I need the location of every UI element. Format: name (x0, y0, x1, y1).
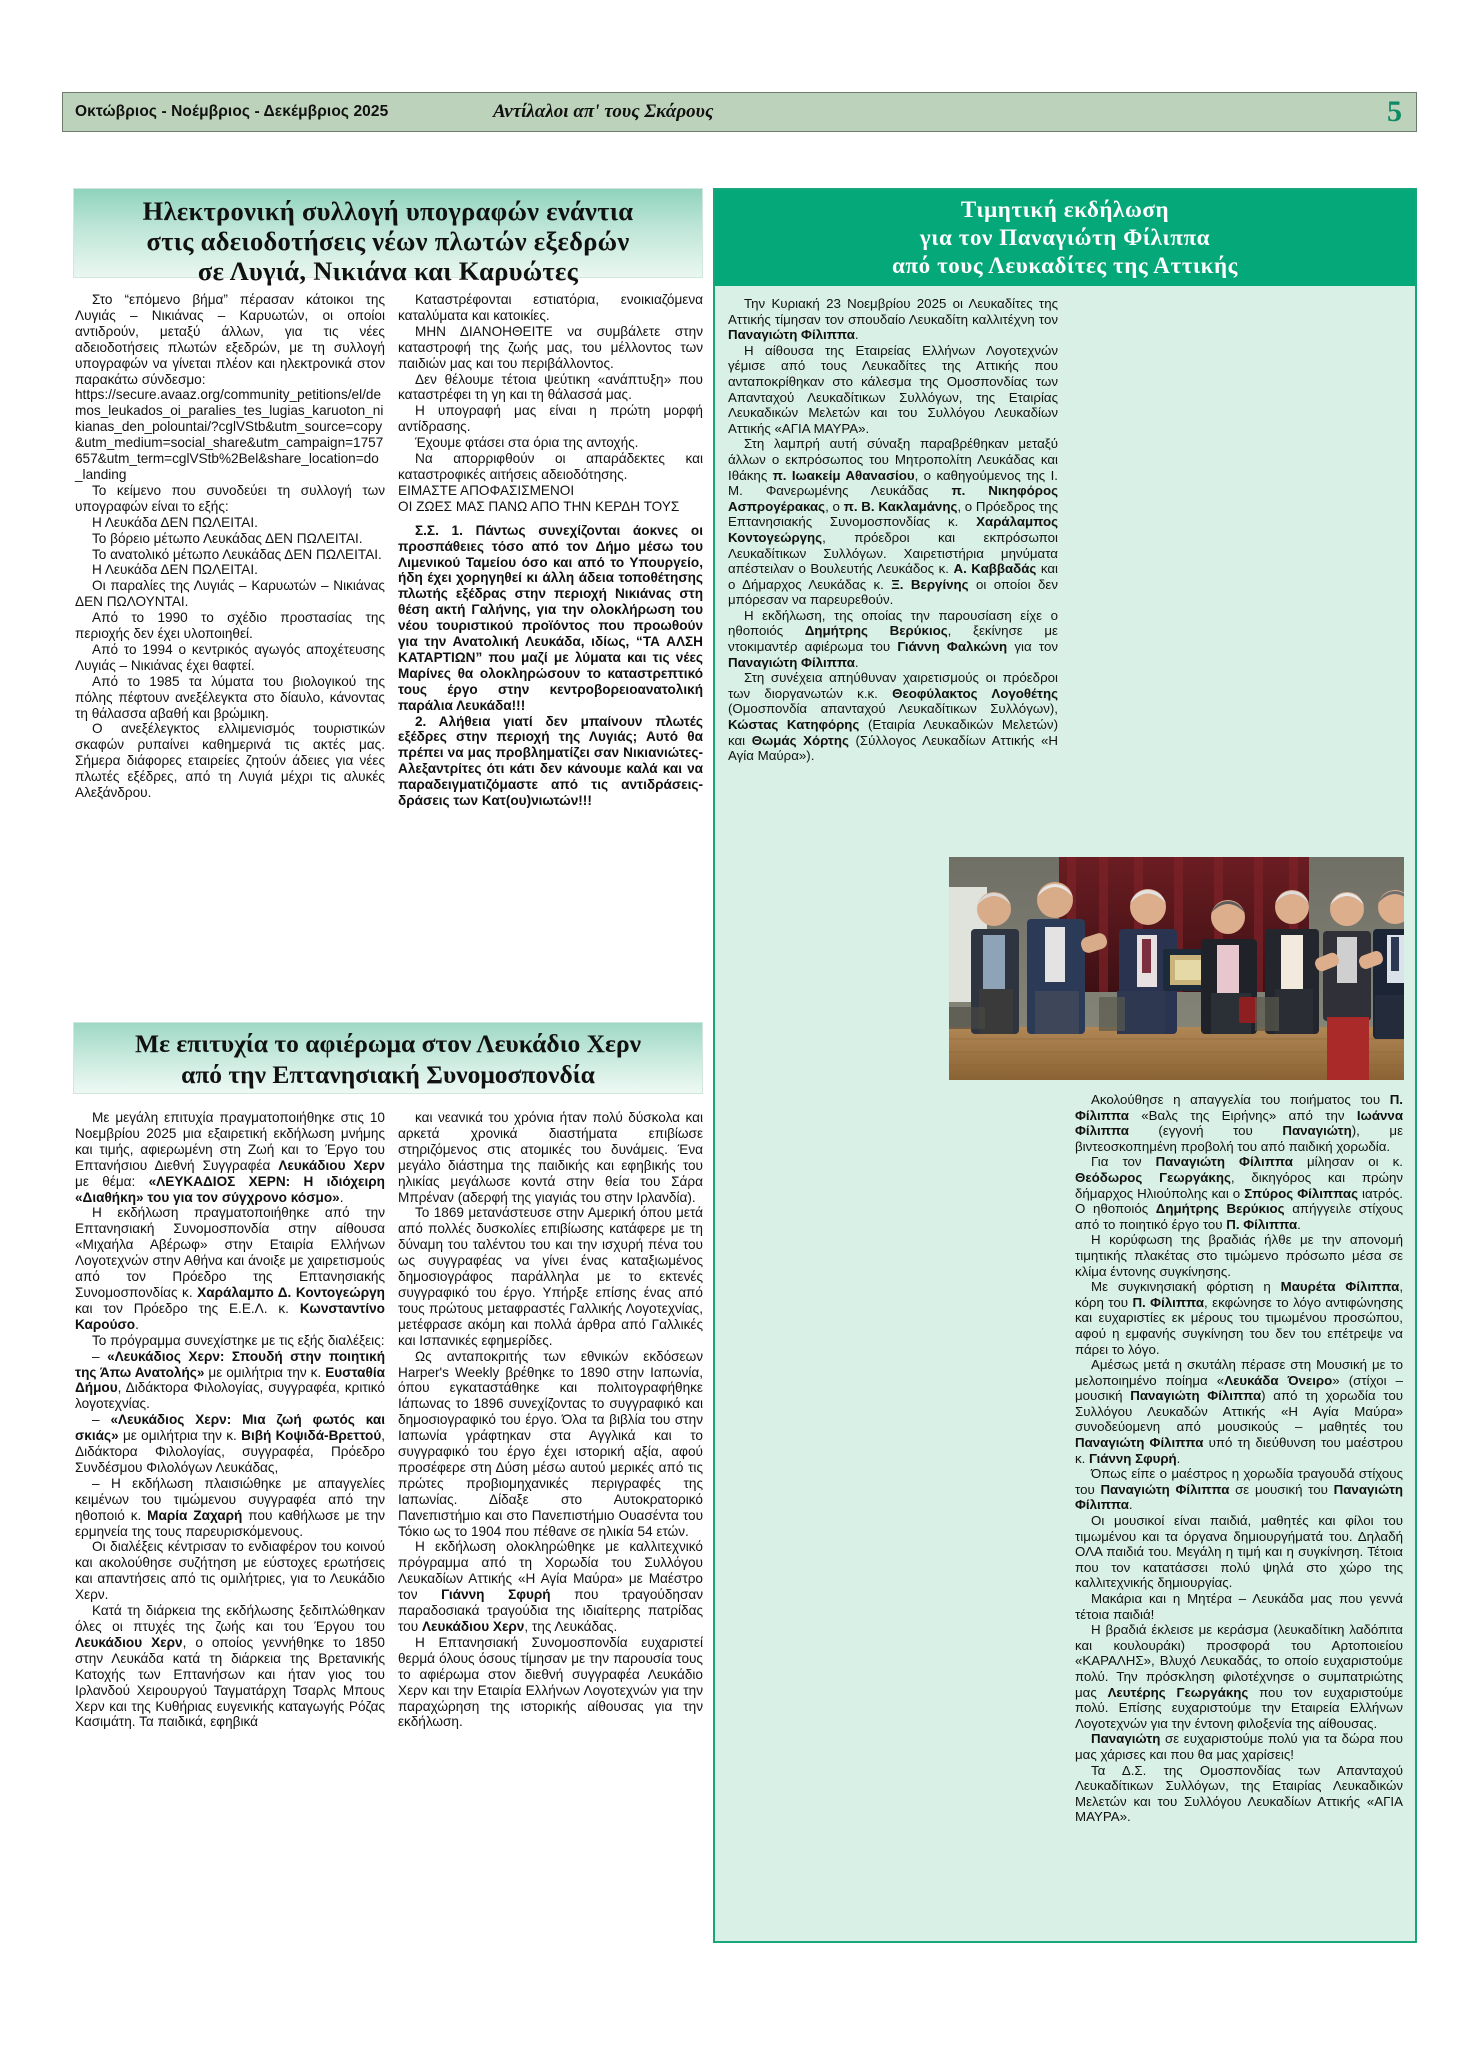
paragraph: Το βόρειο μέτωπο Λευκάδας ΔΕΝ ΠΩΛΕΙΤΑΙ. (92, 530, 363, 546)
paragraph: Αμέσως μετά η σκυτάλη πέρασε στη Μουσική με το μελοποιημένο ποίημα «Λευκάδα Όνειρο» (στίχοι – μουσική Παναγιώτη Φίλιππα) από τη χορωδία του Συλλόγου Λευκαδών Αττικής «Η Αγία Μαύρα» συνοδεύομενη από μουσικούς – μαθητές του Παναγιώτη Φίλιππα υπό τη διεύθυνση του μαέστρου κ. Γιάννη Σφυρή. (1075, 1357, 1403, 1466)
article2-column-2 (398, 1110, 703, 1730)
article1-column-1 (75, 292, 385, 801)
sidebar-headline-line2: για τον Παναγιώτη Φίλιππα (919, 225, 1211, 250)
paragraph: Παναγιώτη σε ευχαριστούμε πολύ για τα δώρα που μας χάρισες και που θα μας χαρίσεις! (1075, 1731, 1403, 1762)
ceremony-photo-image (949, 857, 1404, 1080)
paragraph: Από το 1994 ο κεντρικός αγωγός αποχέτευσης Λυγιάς – Νικιάνας έχει θαφτεί. (75, 641, 385, 673)
sidebar-headline (715, 196, 1415, 280)
article1-headline-line1: Ηλεκτρονική συλλογή υπογραφών ενάντια (142, 196, 634, 226)
paragraph: Όπως είπε ο μαέστρος η χορωδία τραγουδά στίχους του Παναγιώτη Φίλιππα σε μουσική του Παναγιώτη Φίλιππα. (1075, 1466, 1403, 1513)
article2-column-1 (75, 1110, 385, 1730)
editors-note-1: Σ.Σ. 1. Πάντως συνεχίζονται άοκνες οι προσπάθειες τόσο από τον Δήμο μέσω του Λιμενικού Ταμείου όσο και από το Υπουργείο, ήδη έχει χορηγηθεί κι άλλη άδεια τοποθέτησης πλωτής εξέδρας στην περιοχή Νικιάνας στη θέση ακτή Γαλήνης, για την ολοκλήρωση του νέου τουριστικού προϊόντος που προωθούν για την Ανατολική Λευκάδα, ιδίως, “ΤΑ ΑΛΣΗ ΚΑΤΑΡΤΙΩΝ” που μαζί με λύματα και τις νέες Μαρίνες θα ολοκληρώσουν το καταστρεπτικό τους έργο στην κεντροβορειοανατολική παράλια Λευκάδα!!! (398, 522, 703, 713)
paragraph: Η υπογραφή μας είναι η πρώτη μορφή αντίδρασης. (398, 403, 703, 435)
paragraph: Το πρόγραμμα συνεχίστηκε με τις εξής διαλέξεις: (92, 1332, 385, 1348)
paragraph: Οι μουσικοί είναι παιδιά, μαθητές και φίλοι του τιμωμένου και τα όργανα δημιουργήματά του. Δηλαδή ΟΛΑ παιδιά του. Μεγάλη η τιμή και η συγκίνηση. Τέτοια που τον κατατάσσει πολύ ψηλά στο χώρο της καλλιτεχνικής δημιουργίας. (1075, 1513, 1403, 1591)
paragraph: Στο “επόμενο βήμα” πέρασαν κάτοικοι της Λυγιάς – Νικιάνας – Καρυωτών, οι οποίοι αντιδρούν, μεταξύ άλλων, για τις νέες αδειοδοτήσεις πλωτών εξεδρών, με τη συλλογή υπογραφών να γίνεται πλέον και ηλεκτρονικά στον παρακάτω σύνδεσμο: (75, 292, 385, 387)
petition-url[interactable]: https://secure.avaaz.org/community_petitions/el/demos_leukados_oi_paralies_tes_lugias_karuoton_nikianas_den_polountai/?cglVStb&utm_source=copy&utm_medium=social_share&utm_campaign=1757657&utm_term=cglVStb%2Bel&share_location=do_landing (75, 387, 384, 482)
paragraph: Την Κυριακή 23 Νοεμβρίου 2025 οι Λευκαδίτες της Αττικής τίμησαν τον σπουδαίο Λευκαδίτη καλλιτέχνη τον Παναγιώτη Φίλιππα. (728, 296, 1058, 343)
sidebar-headline-box (715, 190, 1415, 286)
paragraph: – «Λευκάδιος Χερν: Σπουδή στην ποιητική της Άπω Ανατολής» με ομιλήτρια την κ. Ευσταθία Δήμου, Διδάκτορα Φιλολογίας, συγγραφέα, κριτικό λογοτεχνίας. (75, 1348, 385, 1412)
paragraph: – «Λευκάδιος Χερν: Μια ζωή φωτός και σκιάς» με ομιλήτρια την κ. Βιβή Κοψιδά-Βρεττού, Διδάκτορα Φιλολογίας, συγγραφέα, Πρόεδρο Συνδέσμου Φιλολόγων Λευκάδας, (75, 1412, 386, 1475)
paragraph: Η κορύφωση της βραδιάς ήλθε με την απονομή τιμητικής πλακέτας στο τιμώμενο πρόσωπο μέσα σε κλίμα έντονης συγκίνησης. (1075, 1232, 1403, 1279)
article2-headline-box (73, 1022, 703, 1094)
paragraph: Η αίθουσα της Εταιρείας Ελλήνων Λογοτεχνών γέμισε από τους Λευκαδίτες της Αττικής που ανταποκρίθηκαν στο κάλεσμα της Ομοσπονδίας των Απανταχού Λευκαδίτικων Συλλόγων, της Εταιρίας Λευκαδικών Μελετών και του Συλλόγου Λευκαδίων Αττικής «ΑΓΙΑ ΜΑΥΡΑ». (728, 342, 1058, 436)
ceremony-photo (949, 857, 1404, 1080)
paragraph: Η Λευκάδα ΔΕΝ ΠΩΛΕΙΤΑΙ. (92, 514, 258, 530)
article1-headline-line3: σε Λυγιά, Νικιάνα και Καρυώτες (197, 256, 579, 286)
paragraph: Η Λευκάδα ΔΕΝ ΠΩΛΕΙΤΑΙ. (92, 562, 258, 578)
page-number: 5 (1387, 95, 1402, 128)
article1-headline-line2: στις αδειοδοτήσεις νέων πλωτών εξεδρών (146, 226, 630, 256)
paragraph: Μακάρια και η Μητέρα – Λευκάδα μας που γεννά τέτοια παιδιά! (1075, 1591, 1403, 1622)
paragraph: Η εκδήλωση, της οποίας την παρουσίαση είχε ο ηθοποιός Δημήτρης Βερύκιος, ξεκίνησε με ντοκιμαντέρ αφιέρωμα του Γιάννη Φαλκώνη για τον Παναγιώτη Φίλιππα. (728, 607, 1058, 670)
paragraph: Ο ανεξέλεγκτος ελλιμενισμός τουριστικών σκαφών ρυπαίνει καθημερινά τις ακτές μας. Σήμερα διάφορες εταιρείες ζητούν άδειες για νέες πλωτές εξέδρες, από τη Λυγιά μέχρι τις αλυκές Αλεξάνδρου. (75, 721, 385, 801)
article2-headline-line2: από την Επτανησιακή Συνομοσπονδία (181, 1060, 595, 1089)
paragraph: Το ανατολικό μέτωπο Λευκάδας ΔΕΝ ΠΩΛΕΙΤΑΙ. (92, 546, 382, 562)
article1-column-2 (398, 292, 703, 809)
masthead-publication-title: Αντίλαλοι απ' τους Σκάρους (493, 101, 714, 122)
paragraph: Από το 1990 το σχέδιο προστασίας της περιοχής δεν έχει υλοποιηθεί. (75, 610, 385, 642)
article1-headline (74, 189, 702, 286)
paragraph: Να απορριφθούν οι απαράδεκτες και καταστροφικές αιτήσεις αδειοδότησης. (398, 451, 703, 482)
sidebar-column-1 (728, 296, 1058, 764)
paragraph: Η Επτανησιακή Συνομοσπονδία ευχαριστεί θερμά όλους όσους τίμησαν με την παρουσία τους το αφιέρωμα στον διεθνή συγγραφέα Λευκάδιο Χερν και την Εταιρία Ελλήνων Λογοτεχνών για την παραχώρηση της ιστορικής αίθουσας για την εκδήλωση. (398, 1634, 703, 1730)
paragraph: Έχουμε φτάσει στα όρια της αντοχής. (415, 435, 639, 451)
paragraph: και νεανικά του χρόνια ήταν πολύ δύσκολα και αρκετά χρονικά διαστήματα επιβίωσε στηριζόμενος στις ατομικές του δυνάμεις. Ένα μεγάλο διάστημα της παιδικής και εφηβικής του ηλικίας μεγάλωσε κοντά στην θεία του Σάρα Μπρέναν (αδερφή της γιαγιάς του στην Ιρλανδία). (398, 1110, 703, 1205)
paragraph: Καταστρέφονται εστιατόρια, ενοικιαζόμενα καταλύματα και κατοικίες. (398, 292, 703, 323)
paragraph: ΜΗΝ ΔΙΑΝΟΗΘΕΙΤΕ να συμβάλετε στην καταστροφή της ζωής μας, του μέλλοντος των παιδιών μας και του περιβάλλοντος. (398, 323, 703, 371)
paragraph: Από το 1985 τα λύματα του βιολογικού της πόλης πέφτουν ανεξέλεγκτα στο δίαυλο, κάνοντας τη θάλασσα αβαθή και βρώμικη. (75, 673, 385, 721)
paragraph: Οι παραλίες της Λυγιάς – Καρυωτών – Νικιάνας ΔΕΝ ΠΩΛΟΥΝΤΑΙ. (75, 578, 385, 610)
sidebar-column-2 (1075, 1092, 1403, 1825)
paragraph: Με συγκινησιακή φόρτιση η Μαυρέτα Φίλιππα, κόρη του Π. Φίλιππα, εκφώνησε το λόγο αντιφώνησης και ευχαριστίες εκ μέρους του τιμωμένου προσώπου, αφού η εμφανής συγκίνηση του δεν του επέτρεψε να πάρει το λόγο. (1075, 1279, 1404, 1357)
paragraph: Ακολούθησε η απαγγελία του ποιήματος του Π. Φίλιππα «Βαλς της Ειρήνης» από την Ιωάννα Φίλιππα (εγγονή του Παναγιώτη), με βιντεοσκοπημένη προβολή του από παιδική χορωδία. (1075, 1092, 1404, 1154)
masthead-date: Οκτώβριος - Νοέμβριος - Δεκέμβριος 2025 (75, 103, 389, 120)
paragraph: Το 1869 μετανάστευσε στην Αμερική όπου μετά από πολλές δυσκολίες επιβίωσης κατάφερε με τη δύναμη του ταλέντου του και την ισχυρή πένα του ως συγγραφέας να γίνει ένας καταξιωμένος δημοσιογράφος παράλληλα με το εκτενές συγγραφικό του έργο. Υπήρξε επίσης ένας από τους πρώτους μεταφραστές Γαλλικής Λογοτεχνίας, μετέφρασε ακόμη και πολλά άρθρα από Γαλλικές και Ισπανικές εφημερίδες. (398, 1205, 703, 1348)
article2-headline (74, 1023, 702, 1090)
paragraph: Η βραδιά έκλεισε με κεράσμα (λευκαδίτικη λαδόπιτα και κουλουράκι) προσφορά του Αρτοποιείου «ΚΑΡΑΛΗΣ», Βλυχό Λευκαδάς, το οποίο ευχαριστούμε πολύ. Την πρόσκληση φιλοτέχνησε ο συμπατριώτης μας Λευτέρης Γεωργάκης που τον ευχαριστούμε πολύ. Επίσης ευχαριστούμε την Εταιρεία Ελλήνων Λογοτεχνών για την έντονη φιλοξενία της αίθουσας. (1075, 1622, 1403, 1731)
paragraph: Με μεγάλη επιτυχία πραγματοποιήθηκε στις 10 Νοεμβρίου 2025 μια εξαιρετική εκδήλωση μνήμης και τιμής, αφιερωμένη στη Ζωή και το Έργο του Επτανήσιου Διεθνή Συγγραφέα Λευκάδιου Χερν με θέμα: «ΛΕΥΚΑΔΙΟΣ ΧΕΡΝ: Η ιδιόχειρη «Διαθήκη» του για τον σύγχρονο κόσμο». (75, 1110, 385, 1205)
article1-headline-box (73, 188, 703, 286)
paragraph: Τα Δ.Σ. της Ομοσπονδίας των Απανταχού Λευκαδίτικων Συλλόγων, της Εταιρίας Λευκαδικών Μελετών και του Συλλόγου Λευκαδίων Αττικής «ΑΓΙΑ ΜΑΥΡΑ». (1075, 1762, 1403, 1825)
paragraph: ΟΙ ΖΩΕΣ ΜΑΣ ΠΑΝΩ ΑΠΟ ΤΗΝ ΚΕΡΔΗ ΤΟΥΣ (398, 498, 680, 514)
paragraph: ΕΙΜΑΣΤΕ ΑΠΟΦΑΣΙΣΜΕΝΟΙ (398, 482, 575, 498)
paragraph: Για τον Παναγιώτη Φίλιππα μίλησαν οι κ. Θεόδωρος Γεωργάκης, δικηγόρος και πρώην δήμαρχος Ηλιούπολης και ο Σπύρος Φίλιππας ιατρός. Ο ηθοποιός Δημήτρης Βερύκιος απήγγειλε στίχους από το ποιητικό έργο του Π. Φίλιππα. (1075, 1154, 1404, 1232)
paragraph: Στη λαμπρή αυτή σύναξη παραβρέθηκαν μεταξύ άλλων ο εκπρόσωπος του Μητροπολίτη Λευκάδας και Ιθάκης π. Ιωακείμ Αθανασίου, ο καθηγούμενος της Ι. Μ. Φανερωμένης Λευκάδας π. Νικηφόρος Ασπρογέρακας, ο π. Β. Κακλαμάνης, ο Πρόεδρος της Επτανησιακής Συνομοσπονδίας κ. Χαράλαμπος Κοντογεώργης, πρόεδροι και εκπρόσωποι Λευκαδίτικων Συλλόγων. Χαιρετιστήρια μηνύματα απέστειλαν ο Βουλευτής Λευκάδος κ. Α. Καββαδάς και ο Δήμαρχος Λευκάδας κ. Ξ. Βεργίνης οι οποίοι δεν μπόρεσαν να παρευρεθούν. (728, 436, 1059, 608)
paragraph: Κατά τη διάρκεια της εκδήλωσης ξεδιπλώθηκαν όλες οι πτυχές της ζωής και του Έργου του Λευκάδιου Χερν, ο οποίος γεννήθηκε το 1850 στην Λευκάδα κατά τη διάρκεια της Βρετανικής Κατοχής των Επτανήσων και ήταν γιος του Ιρλανδού Χειρουργού Ταγματάρχη Τσαρλς Μπους Χερν και της Κυθήριας ευγενικής καταγωγής Ρόζας Κασιμάτη. Τα παιδικά, εφηβικά (75, 1603, 385, 1730)
paragraph: Δεν θέλουμε τέτοια ψεύτικη «ανάπτυξη» που καταστρέφει τη γη και τη θάλασσά μας. (398, 371, 703, 403)
paragraph: Ως ανταποκριτής των εθνικών εκδόσεων Harper's Weekly βρέθηκε το 1890 στην Ιαπωνία, όπου εγκαταστάθηκε και πολιτογραφήθηκε Ιάπωνας το 1896 συνεχίζοντας το συγγραφικό και δημοσιογραφικό του έργο. Όλα τα βιβλία του στην Ιαπωνία γράφτηκαν στα Αγγλικά και το συγγραφικό του έργο έχει ιστορική αξία, αφού προσέφερε στη Δύση μέσω αυτού μερικές από τις πρώτες προβιομηχανικές περιγραφές της Ιαπωνίας. Δίδαξε στο Αυτοκρατορικό Πανεπιστήμιο και στο Πανεπιστήμιο Ουασέντα του Τόκιο ως το 1904 που πέθανε σε ηλικία 54 ετών. (398, 1348, 703, 1539)
article2-headline-line1: Με επιτυχία το αφιέρωμα στον Λευκάδιο Χερν (135, 1029, 641, 1058)
sidebar-headline-line3: από τους Λευκαδίτες της Αττικής (892, 253, 1238, 278)
masthead-band (62, 92, 1417, 132)
paragraph: Το κείμενο που συνοδεύει τη συλλογή των υπογραφών είναι το εξής: (75, 482, 385, 514)
editors-note-2: 2. Αλήθεια γιατί δεν μπαίνουν πλωτές εξέδρες στην περιοχή της Λυγιάς; Αυτό θα πρέπει να μας προβληματίζει σαν Νικιανιώτες-Αλεξαντρίτες ότι κάτι δεν κάνουμε καλά και να παραδειγματιζόμαστε από τις αντιδράσεις-δράσεις των Κατ(ου)νιωτών!!! (398, 713, 703, 809)
paragraph: Οι διαλέξεις κέντρισαν το ενδιαφέρον του κοινού και ακολούθησε συζήτηση με εύστοχες ερωτήσεις και απαντήσεις από τις ομιλήτριες, για το Λευκάδιο Χερν. (75, 1539, 385, 1603)
paragraph: – Η εκδήλωση πλαισιώθηκε με απαγγελίες κειμένων του τιμώμενου συγγραφέα από την ηθοποιό κ. Μαρία Ζαχαρή που καθήλωσε με την ερμηνεία της τους παρευρισκόμενους. (75, 1475, 385, 1539)
paragraph: Η εκδήλωση πραγματοποιήθηκε από την Επτανησιακή Συνομοσπονδία στην αίθουσα «Μιχαήλα Αβέρωφ» στην Εταιρία Ελλήνων Λογοτεχνών στην Αθήνα και άνοιξε με χαιρετισμούς από τον Πρόεδρο της Επτανησιακής Συνομοσπονδίας κ. Χαράλαμπο Δ. Κοντογεώργη και τον Πρόεδρο της Ε.Ε.Λ. κ. Κωνσταντίνο Καρούσο. (75, 1205, 385, 1332)
sidebar-headline-line1: Τιμητική εκδήλωση (960, 197, 1170, 222)
paragraph: Στη συνέχεια απηύθυναν χαιρετισμούς οι πρόεδροι των διοργανωτών κ.κ. Θεοφύλακτος Λογοθέτης (Ομοσπονδία απανταχού Λευκαδίτικων Συλλόγων), Κώστας Κατηφόρης (Εταιρία Λευκαδικών Μελετών) και Θωμάς Χόρτης (Σύλλογος Λευκαδίων Αττικής «Η Αγία Μαύρα»). (728, 670, 1059, 764)
paragraph: Η εκδήλωση ολοκληρώθηκε με καλλιτεχνικό πρόγραμμα από τη Χορωδία του Συλλόγου Λευκαδίων Αττικής «Η Αγία Μαύρα» με Μαέστρο τον Γιάννη Σφυρή που τραγούδησαν παραδοσιακά τραγούδια της ιδιαίτερης πατρίδας του Λευκάδιου Χερν, της Λευκάδας. (398, 1539, 703, 1634)
